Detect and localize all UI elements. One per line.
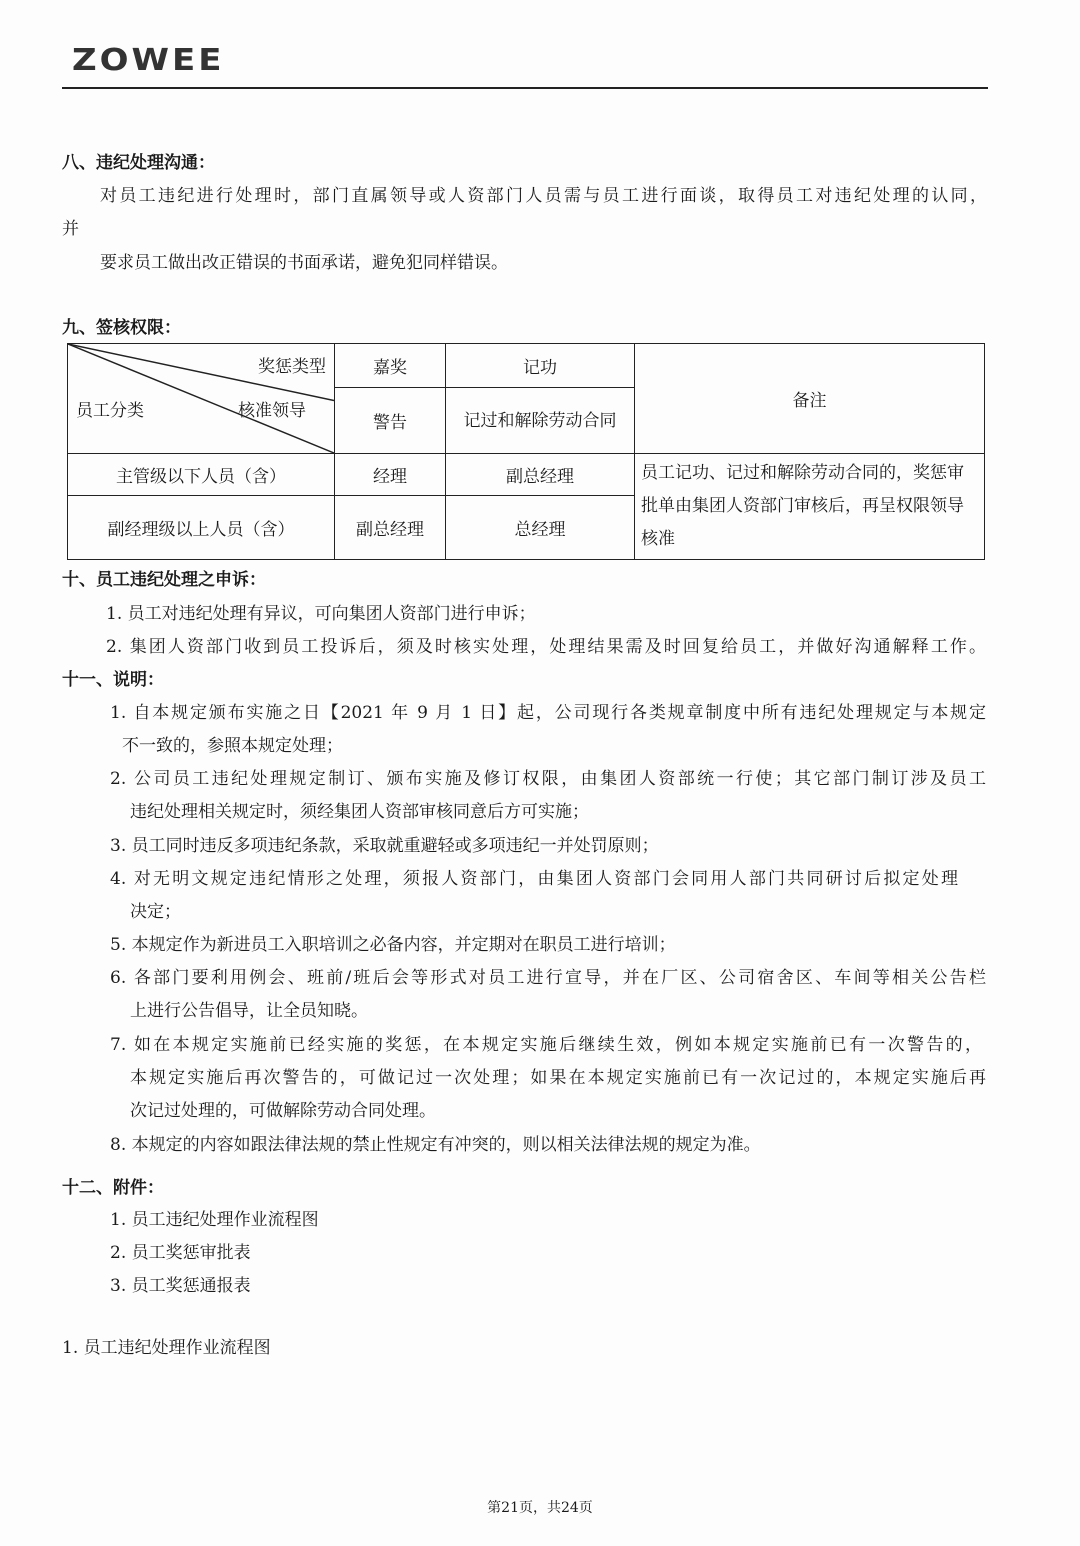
attachment-item: 1. 员工违纪处理作业流程图	[110, 1210, 319, 1230]
approver-cell: 副总经理	[446, 454, 635, 496]
category-cell: 主管级以下人员（含）	[68, 454, 335, 496]
section8-line: 对员工违纪进行处理时，部门直属领导或人资部门人员需与员工进行面谈，取得员工对违纪处理的认同，	[100, 186, 987, 206]
section11-line: 决定；	[130, 902, 181, 922]
section11-line: 7. 如在本规定实施前已经实施的奖惩，在本规定实施后继续生效，例如本规定实施前已有一次警告的，	[110, 1035, 982, 1055]
page-number: 第21页，共24页	[487, 1500, 593, 1516]
section11-title: 十一、说明：	[62, 670, 164, 690]
section11-line: 不一致的，参照本规定处理；	[122, 736, 343, 756]
header-rule	[62, 87, 988, 89]
section8-line: 要求员工做出改正错误的书面承诺，避免犯同样错误。	[100, 253, 508, 273]
category-cell: 副经理级以上人员（含）	[68, 496, 335, 560]
section11-line: 8. 本规定的内容如跟法律法规的禁止性规定有冲突的，则以相关法律法规的规定为准。	[110, 1135, 761, 1155]
approver-cell: 经理	[335, 454, 446, 496]
section11-line: 3. 员工同时违反多项违纪条款，采取就重避轻或多项违纪一并处罚原则；	[110, 836, 659, 856]
header-demerit: 记过和解除劳动合同	[446, 388, 635, 454]
attachment-item: 3. 员工奖惩通报表	[110, 1276, 251, 1296]
note-cell: 员工记功、记过和解除劳动合同的，奖惩审批单由集团人资部门审核后，再呈权限领导核准	[635, 454, 985, 560]
section11-line: 上进行公告倡导，让全员知晓。	[130, 1001, 368, 1021]
section9-title: 九、签核权限：	[62, 318, 181, 338]
section11-line: 违纪处理相关规定时，须经集团人资部审核同意后方可实施；	[130, 802, 589, 822]
section8-line: 并	[62, 219, 79, 239]
section11-line: 本规定实施后再次警告的，可做记过一次处理；如果在本规定实施前已有一次记过的，本规定实施后再	[130, 1068, 986, 1088]
section11-line: 1. 自本规定颁布实施之日【2021 年 9 月 1 日】起，公司现行各类规章制度中所有违纪处理规定与本规定	[110, 703, 986, 723]
header-note: 备注	[635, 344, 985, 454]
section10-item: 2. 集团人资部门收到员工投诉后，须及时核实处理，处理结果需及时回复给员工，并做好沟通解释工作。	[106, 637, 986, 657]
table-row	[68, 454, 985, 496]
section11-line: 次记过处理的，可做解除劳动合同处理。	[130, 1101, 436, 1121]
header-merit: 记功	[446, 344, 635, 388]
diagonal-header-cell	[68, 344, 335, 454]
section11-line: 2. 公司员工违纪处理规定制订、颁布实施及修订权限，由集团人资部统一行使；其它部门制订涉及员工	[110, 769, 986, 789]
header-reward: 嘉奖	[335, 344, 446, 388]
section11-line: 4. 对无明文规定违纪情形之处理，须报人资部门，由集团人资部门会同用人部门共同研讨后拟定处理	[110, 869, 958, 889]
section10-item: 1. 员工对违纪处理有异议，可向集团人资部门进行申诉；	[106, 604, 536, 624]
header-warning: 警告	[335, 388, 446, 454]
approver-label: 核准领导	[238, 401, 306, 421]
section11-line: 6. 各部门要利用例会、班前/班后会等形式对员工进行宣导，并在厂区、公司宿舍区、车间等相关公告栏	[110, 968, 986, 988]
section12-title: 十二、附件：	[62, 1178, 164, 1198]
section11-line: 5. 本规定作为新进员工入职培训之必备内容，并定期对在职员工进行培训；	[110, 935, 676, 955]
appendix-title: 1. 员工违纪处理作业流程图	[62, 1338, 271, 1358]
attachment-item: 2. 员工奖惩审批表	[110, 1243, 251, 1263]
approver-cell: 副总经理	[335, 496, 446, 560]
reward-type-label: 奖惩类型	[258, 357, 326, 377]
section10-title: 十、员工违纪处理之申诉：	[62, 570, 266, 590]
approval-authority-table	[67, 343, 985, 560]
zowee-logo: ZOWEE	[72, 42, 225, 78]
approver-cell: 总经理	[446, 496, 635, 560]
employee-category-label: 员工分类	[76, 401, 144, 421]
section8-title: 八、违纪处理沟通：	[62, 153, 215, 173]
